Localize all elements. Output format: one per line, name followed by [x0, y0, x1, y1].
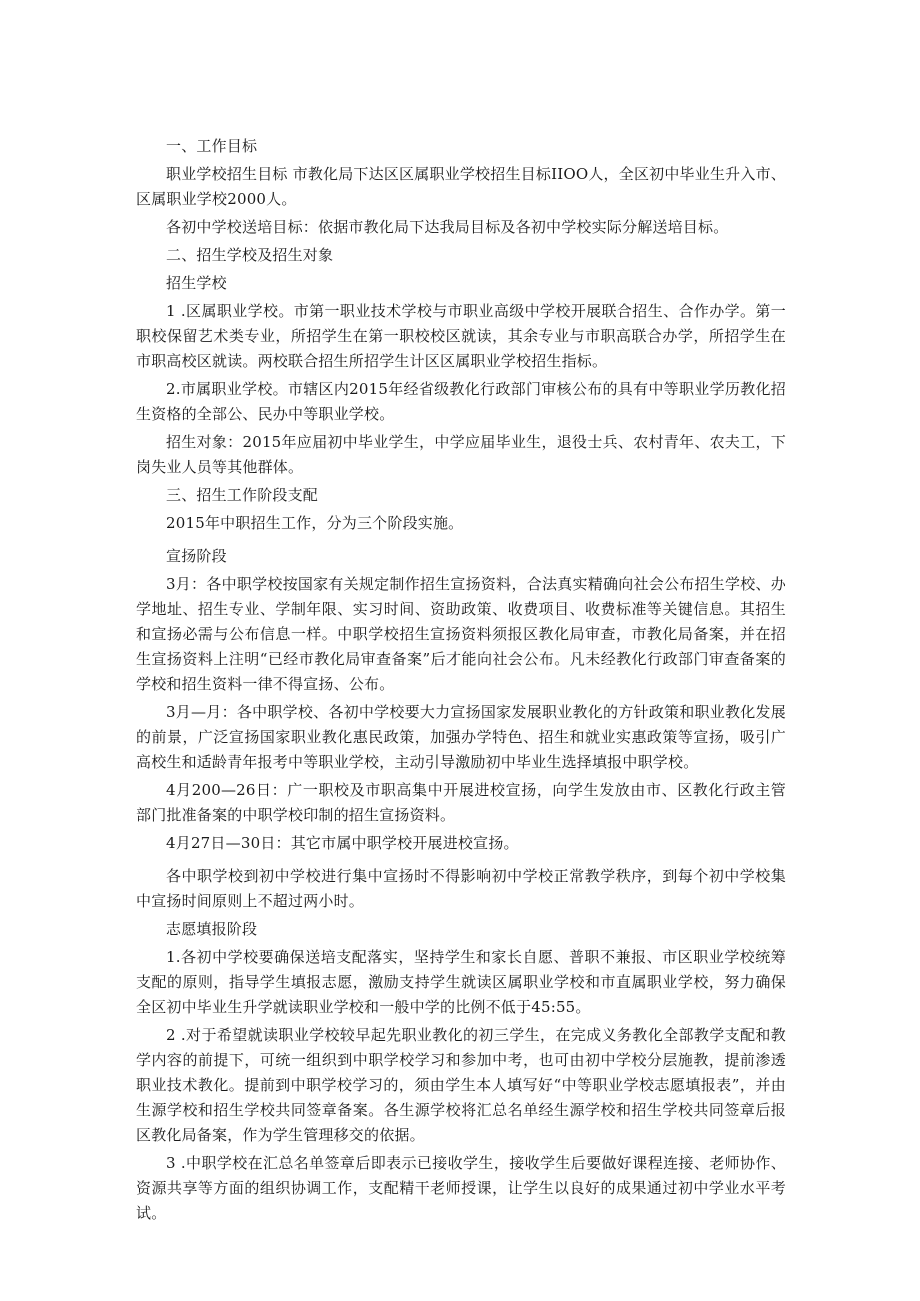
document-body: [136, 134, 786, 1226]
paragraph-city-schools: 2.市属职业学校。市辖区内2015年经省级教化行政部门审核公布的具有中等职业学历教化招生资格的全部公、民办中等职业学校。: [136, 380, 786, 423]
subheading-promotion-stage: 宣扬阶段: [166, 547, 227, 565]
subheading-enrolling-schools: 招生学校: [166, 274, 227, 292]
paragraph-stage-intro: 2015年中职招生工作，分为三个阶段实施。: [166, 514, 464, 532]
paragraph-application-3: 3 .中职学校在汇总名单签章后即表示已接收学生，接收学生后要做好课程连接、老师协作、资源共享等方面的组织协调工作，支配精干老师授课，让学生以良好的成果通过初中学业水平考试。: [136, 1154, 786, 1222]
paragraph-april-late: 4月27日—30日：其它市属中职学校开展进校宣扬。: [166, 834, 519, 852]
paragraph-district-schools: 1 .区属职业学校。市第一职业技术学校与市职业高级中学校开展联合招生、合作办学。第一职校保留艺术类专业，所招学生在第一职校校区就读，其余专业与市职高联合办学，所招学生在市职高校区就读。两校联合招生所招学生计区区属职业学校招生指标。: [136, 302, 786, 370]
paragraph-promotion-rules: 各中职学校到初中学校进行集中宣扬时不得影响初中学校正常教学秩序，到每个初中学校集中宣扬时间原则上不超过两小时。: [136, 867, 786, 910]
paragraph-training-goal: 各初中学校送培目标：依据市教化局下达我局目标及各初中学校实际分解送培目标。: [166, 218, 729, 236]
paragraph-application-2: 2 .对于希望就读职业学校较早起先职业教化的初三学生，在完成义务教化全部教学支配和教学内容的前提下，可统一组织到中职学校学习和参加中考，也可由初中学校分层施教，提前渗透职业技术教化。提前到中职学校学习的，须由学生本人填写好“中等职业学校志愿填报表”，并由生源学校和招生学校共同签章备案。各生源学校将汇总名单经生源学校和招生学校共同签章后报区教化局备案，作为学生管理移交的依据。: [136, 1026, 786, 1144]
paragraph-march-month: 3月—月：各中职学校、各初中学校要大力宣扬国家发展职业教化的方针政策和职业教化发展的前景，广泛宣扬国家职业教化惠民政策，加强办学特色、招生和就业实惠政策等宣扬，吸引广高校生和适龄青年报考中等职业学校，主动引导激励初中毕业生选择填报中职学校。: [136, 703, 786, 771]
paragraph-april-early: 4月200—26日：广一职校及市职高集中开展进校宣扬，向学生发放由市、区教化行政主管部门批准备案的中职学校印制的招生宣扬资料。: [136, 781, 786, 824]
heading-work-stages: 三、招生工作阶段支配: [166, 486, 319, 504]
heading-schools-and-targets: 二、招生学校及招生对象: [166, 246, 334, 264]
heading-work-goals: 一、工作目标: [166, 137, 258, 155]
subheading-application-stage: 志愿填报阶段: [166, 920, 258, 938]
paragraph-application-1: 1.各初中学校要确保送培支配落实，坚持学生和家长自愿、普职不兼报、市区职业学校统筹支配的原则，指导学生填报志愿，激励支持学生就读区属职业学校和市直属职业学校，努力确保全区初中毕业生升学就读职业学校和一般中学的比例不低于45:55。: [136, 948, 786, 1016]
paragraph-march: 3月：各中职学校按国家有关规定制作招生宣扬资料，合法真实精确向社会公布招生学校、办学地址、招生专业、学制年限、实习时间、资助政策、收费项目、收费标准等关键信息。其招生和宣扬必需与公布信息一样。中职学校招生宣扬资料须报区教化局审查，市教化局备案，并在招生宣扬资料上注明“已经市教化局审查备案”后才能向社会公布。凡未经教化行政部门审查备案的学校和招生资料一律不得宣扬、公布。: [136, 575, 786, 693]
paragraph-enrollment-goal: 职业学校招生目标 市教化局下达区区属职业学校招生目标IIOO人，全区初中毕业生升入市、区属职业学校2000人。: [136, 165, 786, 208]
paragraph-enrollment-targets: 招生对象：2015年应届初中毕业学生，中学应届毕业生，退役士兵、农村青年、农夫工，下岗失业人员等其他群体。: [136, 433, 786, 476]
